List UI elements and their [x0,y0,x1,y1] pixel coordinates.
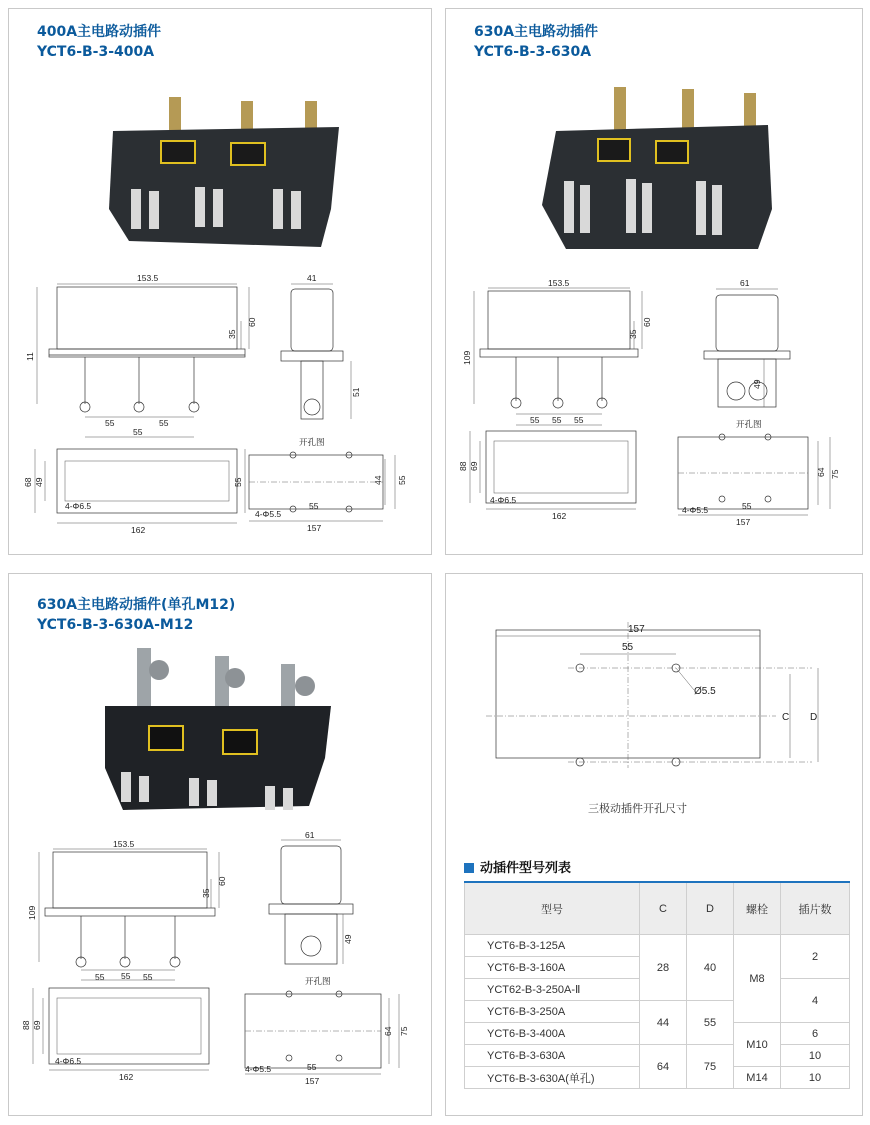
header-c: C [640,882,687,935]
model-cell: YCT6-B-3-400A [465,1023,640,1045]
product-title-model: YCT6-B-3-400A [37,44,155,60]
model-cell: YCT62-B-3-250A-Ⅱ [465,979,640,1001]
product-title-model: YCT6-B-3-630A-M12 [37,617,194,633]
pins-cell: 2 [781,935,850,979]
svg-text:49: 49 [34,477,44,487]
model-cell: YCT6-B-3-250A [465,1001,640,1023]
svg-text:69: 69 [469,461,479,471]
svg-text:88: 88 [21,1020,31,1030]
svg-text:60: 60 [642,317,652,327]
svg-text:88: 88 [458,461,468,471]
svg-text:35: 35 [227,329,237,339]
product-title-cn: 630A主电路动插件 [474,24,599,40]
svg-text:55: 55 [530,415,540,425]
header-bolt: 螺栓 [734,882,781,935]
svg-text:61: 61 [740,278,750,288]
svg-text:55: 55 [143,972,153,982]
model-cell: YCT6-B-3-630A(单孔) [465,1067,640,1089]
front-elevation [462,278,652,425]
svg-text:162: 162 [552,511,567,521]
c-cell: 64 [640,1045,687,1089]
svg-text:109: 109 [462,350,472,365]
product-title-cn: 630A主电路动插件(单孔M12) [37,597,236,613]
svg-text:55: 55 [105,418,115,428]
technical-drawing [9,9,433,556]
svg-text:55: 55 [574,415,584,425]
svg-text:4-Φ5.5: 4-Φ5.5 [255,509,282,519]
svg-text:55: 55 [742,501,752,511]
svg-text:60: 60 [247,317,257,327]
product-panel-400a [8,8,432,555]
svg-text:61: 61 [305,830,315,840]
product-panel-630a-m12 [8,573,432,1116]
cutout-and-table-panel [445,573,863,1116]
header-d: D [687,882,734,935]
svg-text:75: 75 [830,469,840,479]
svg-text:153.5: 153.5 [113,839,135,849]
model-table [464,881,850,1089]
header-model: 型号 [465,882,640,935]
svg-text:162: 162 [119,1072,134,1082]
bolt-cell: M8 [734,935,781,1023]
svg-text:35: 35 [201,888,211,898]
pins-cell: 10 [781,1045,850,1067]
cutout-caption: 三极动插件开孔尺寸 [588,802,687,815]
model-cell: YCT6-B-3-125A [465,935,640,957]
svg-text:55: 55 [95,972,105,982]
c-cell: 28 [640,935,687,1001]
svg-text:55: 55 [233,477,243,487]
bolt-cell: M10 [734,1023,781,1067]
table-heading [464,857,571,876]
svg-text:55: 55 [309,501,319,511]
svg-text:157: 157 [628,624,645,635]
d-cell: 75 [687,1045,734,1089]
plan-view [458,415,636,521]
product-panel-630a [445,8,863,555]
svg-text:开孔图: 开孔图 [736,419,762,429]
svg-text:Ø5.5: Ø5.5 [694,686,716,697]
product-photo [542,87,772,249]
svg-text:4-Φ6.5: 4-Φ6.5 [65,501,92,511]
svg-text:68: 68 [23,477,33,487]
model-cell: YCT6-B-3-630A [465,1045,640,1067]
d-cell: 40 [687,935,734,1001]
svg-text:55: 55 [397,475,407,485]
table-title: 动插件型号列表 [480,861,572,876]
svg-text:162: 162 [131,525,146,535]
svg-text:C: C [782,712,790,723]
svg-text:157: 157 [307,523,322,533]
svg-text:55: 55 [121,971,131,981]
svg-text:49: 49 [752,379,762,389]
bolt-cell: M14 [734,1067,781,1089]
plan-view [23,427,245,535]
svg-text:64: 64 [816,467,826,477]
side-elevation [281,273,361,419]
svg-text:69: 69 [32,1020,42,1030]
svg-text:D: D [810,712,818,723]
table-header-row [465,882,850,935]
svg-text:55: 55 [133,427,143,437]
svg-text:4-Φ5.5: 4-Φ5.5 [682,505,709,515]
svg-text:4-Φ6.5: 4-Φ6.5 [55,1056,82,1066]
svg-text:41: 41 [307,273,317,283]
side-elevation [269,830,353,964]
product-title-model: YCT6-B-3-630A [474,44,592,60]
pins-cell: 10 [781,1067,850,1089]
svg-text:109: 109 [27,905,37,920]
model-cell: YCT6-B-3-160A [465,957,640,979]
svg-text:153.5: 153.5 [137,273,159,283]
plan-view [21,971,209,1082]
header-pins: 插片数 [781,882,850,935]
svg-text:4-Φ5.5: 4-Φ5.5 [245,1064,272,1074]
svg-text:49: 49 [343,934,353,944]
svg-text:153.5: 153.5 [548,278,570,288]
svg-text:35: 35 [628,329,638,339]
cutout-view [245,976,409,1086]
technical-drawing [9,574,433,1117]
product-photo [105,648,331,810]
product-photo [109,97,339,247]
svg-text:开孔图: 开孔图 [299,437,325,447]
svg-text:55: 55 [159,418,169,428]
heading-square-icon [464,863,474,873]
d-cell: 55 [687,1001,734,1045]
svg-text:51: 51 [351,387,361,397]
c-cell: 44 [640,1001,687,1045]
svg-text:75: 75 [399,1026,409,1036]
technical-drawing [446,9,864,556]
svg-text:157: 157 [736,517,751,527]
svg-text:44: 44 [373,475,383,485]
cutout-view [678,419,840,527]
svg-text:11: 11 [25,352,35,361]
svg-text:60: 60 [217,876,227,886]
pins-cell: 6 [781,1023,850,1045]
svg-text:64: 64 [383,1026,393,1036]
product-title-cn: 400A主电路动插件 [37,24,162,40]
svg-text:157: 157 [305,1076,320,1086]
pins-cell: 4 [781,979,850,1023]
front-elevation [25,273,257,428]
front-elevation [27,839,227,982]
table-row [465,935,850,957]
table-row [465,1045,850,1067]
svg-text:开孔图: 开孔图 [305,976,331,986]
svg-text:4-Φ6.5: 4-Φ6.5 [490,495,517,505]
svg-text:55: 55 [307,1062,317,1072]
side-elevation [704,278,790,407]
svg-text:55: 55 [552,415,562,425]
cutout-view [249,437,407,533]
svg-text:55: 55 [622,642,634,653]
